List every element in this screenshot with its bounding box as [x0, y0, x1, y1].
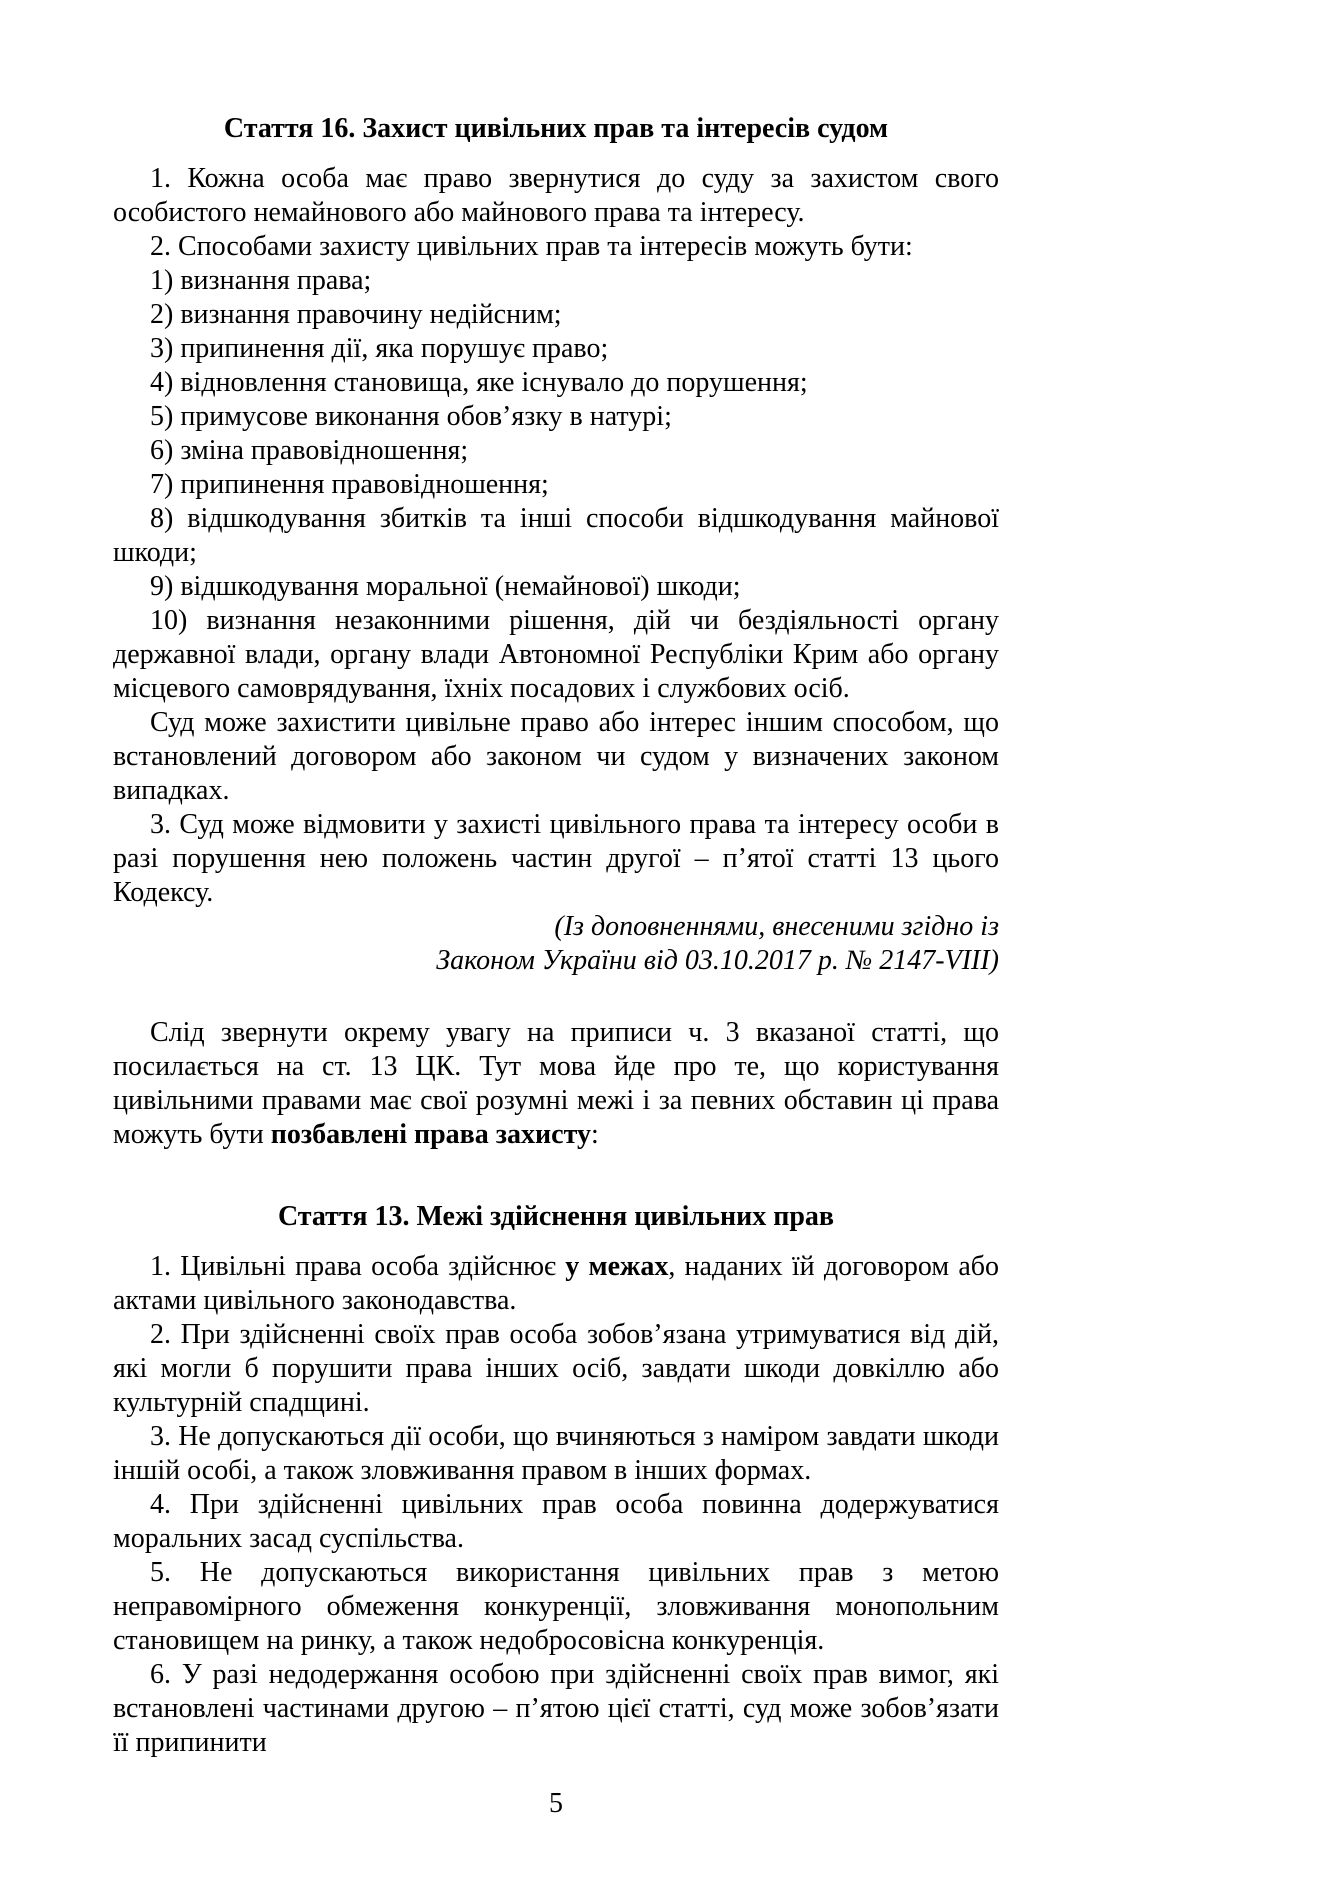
- commentary-paragraph: [113, 1016, 999, 1152]
- text-segment: 8) відшкодування збитків та інші способи відшкодування майнової шкоди;: [113, 503, 999, 568]
- article-16-item-7: [113, 468, 999, 502]
- article-16-item-2: [113, 298, 999, 332]
- page-footer: [113, 1788, 999, 1820]
- article-16-heading: [113, 112, 999, 146]
- article-16-item-5: [113, 400, 999, 434]
- article-13-part-2: [113, 1318, 999, 1420]
- article-16-part-3: [113, 808, 999, 910]
- text-segment: 4) відновлення становища, яке існувало до порушення;: [150, 367, 808, 398]
- text-segment: 10) визнання незаконними рішення, дій чи бездіяльності органу державної влади, органу влади Автономної Республіки Крим або органу місцевого самоврядування, їхніх посадових і службових осіб.: [113, 605, 999, 704]
- text-segment: (Із доповненнями, внесеними згідно із: [554, 911, 999, 942]
- text-segment: Стаття 16. Захист цивільних прав та інтересів судом: [223, 113, 889, 144]
- text-segment: у межах: [565, 1251, 669, 1282]
- article-13-part-1: [113, 1250, 999, 1318]
- article-13-heading: [113, 1200, 999, 1234]
- article-13-part-4: [113, 1488, 999, 1556]
- article-16-part-2: [113, 230, 999, 264]
- text-segment: Стаття 13. Межі здійснення цивільних прав: [277, 1201, 835, 1232]
- text-segment: позбавлені права захисту: [270, 1119, 591, 1150]
- text-segment: 2. Способами захисту цивільних прав та інтересів можуть бути:: [150, 231, 913, 262]
- document-body: [113, 112, 999, 1760]
- article-16-item-4: [113, 366, 999, 400]
- text-segment: 5. Не допускаються використання цивільних прав з метою неправомірного обмеження конкуренції, зловживання монопольним становищем на ринку, а також недобросовісна конкуренція.: [113, 1557, 999, 1656]
- text-segment: , наданих їй договором або актами цивільного законодавства.: [113, 1251, 999, 1316]
- text-segment: 5) примусове виконання обов’язку в натурі;: [150, 401, 672, 432]
- text-segment: 3. Не допускаються дії особи, що вчиняються з наміром завдати шкоди іншій особі, а також зловживання правом в інших формах.: [113, 1421, 999, 1486]
- text-segment: Законом України від 03.10.2017 р. № 2147-VIII): [436, 945, 999, 976]
- text-segment: :: [591, 1119, 599, 1150]
- text-segment: 3. Суд може відмовити у захисті цивільного права та інтересу особи в разі порушення нею положень частин другої – п’ятої статті 13 цього Кодексу.: [113, 809, 999, 908]
- text-segment: 6) зміна правовідношення;: [150, 435, 469, 466]
- text-segment: 3) припинення дії, яка порушує право;: [150, 333, 609, 364]
- text-segment: 9) відшкодування моральної (немайнової) шкоди;: [150, 571, 741, 602]
- text-segment: Слід звернути окрему увагу на приписи ч. 3 вказаної статті, що посилається на ст. 13 ЦК. Тут мова йде про те, що користування цивільними правами має свої розумні межі і за певних обставин ці права можуть бути: [113, 1017, 999, 1150]
- article-16-part-1: [113, 162, 999, 230]
- article-16-item-3: [113, 332, 999, 366]
- text-segment: 4. При здійсненні цивільних прав особа повинна додержуватися моральних засад суспільства.: [113, 1489, 999, 1554]
- text-segment: 2. При здійсненні своїх прав особа зобов’язана утримуватися від дій, які могли б порушити права інших осіб, завдати шкоди довкіллю або культурній спадщині.: [113, 1319, 999, 1418]
- amendment-note-line-1: [113, 910, 999, 944]
- text-segment: 1) визнання права;: [150, 265, 372, 296]
- text-segment: 2) визнання правочину недійсним;: [150, 299, 562, 330]
- article-16-item-6: [113, 434, 999, 468]
- article-16-item-8: [113, 502, 999, 570]
- article-16-item-1: [113, 264, 999, 298]
- article-13-part-3: [113, 1420, 999, 1488]
- text-segment: Суд може захистити цивільне право або інтерес іншим способом, що встановлений договором або законом чи судом у визначених законом випадках.: [113, 707, 999, 806]
- article-16-item-9: [113, 570, 999, 604]
- article-16-item-10: [113, 604, 999, 706]
- article-16-para-court-protection: [113, 706, 999, 808]
- text-segment: 6. У разі недодержання особою при здійсненні своїх прав вимог, які встановлені частинами другою – п’ятою цієї статті, суд може зобов’язати її припинити: [113, 1659, 999, 1758]
- page-number: 5: [549, 1788, 563, 1819]
- amendment-note-line-2: [113, 944, 999, 978]
- text-segment: 7) припинення правовідношення;: [150, 469, 549, 500]
- text-segment: 1. Цивільні права особа здійснює: [150, 1251, 566, 1282]
- article-13-part-5: [113, 1556, 999, 1658]
- text-segment: 1. Кожна особа має право звернутися до суду за захистом свого особистого немайнового або майнового права та інтересу.: [113, 163, 999, 228]
- article-13-part-6: [113, 1658, 999, 1760]
